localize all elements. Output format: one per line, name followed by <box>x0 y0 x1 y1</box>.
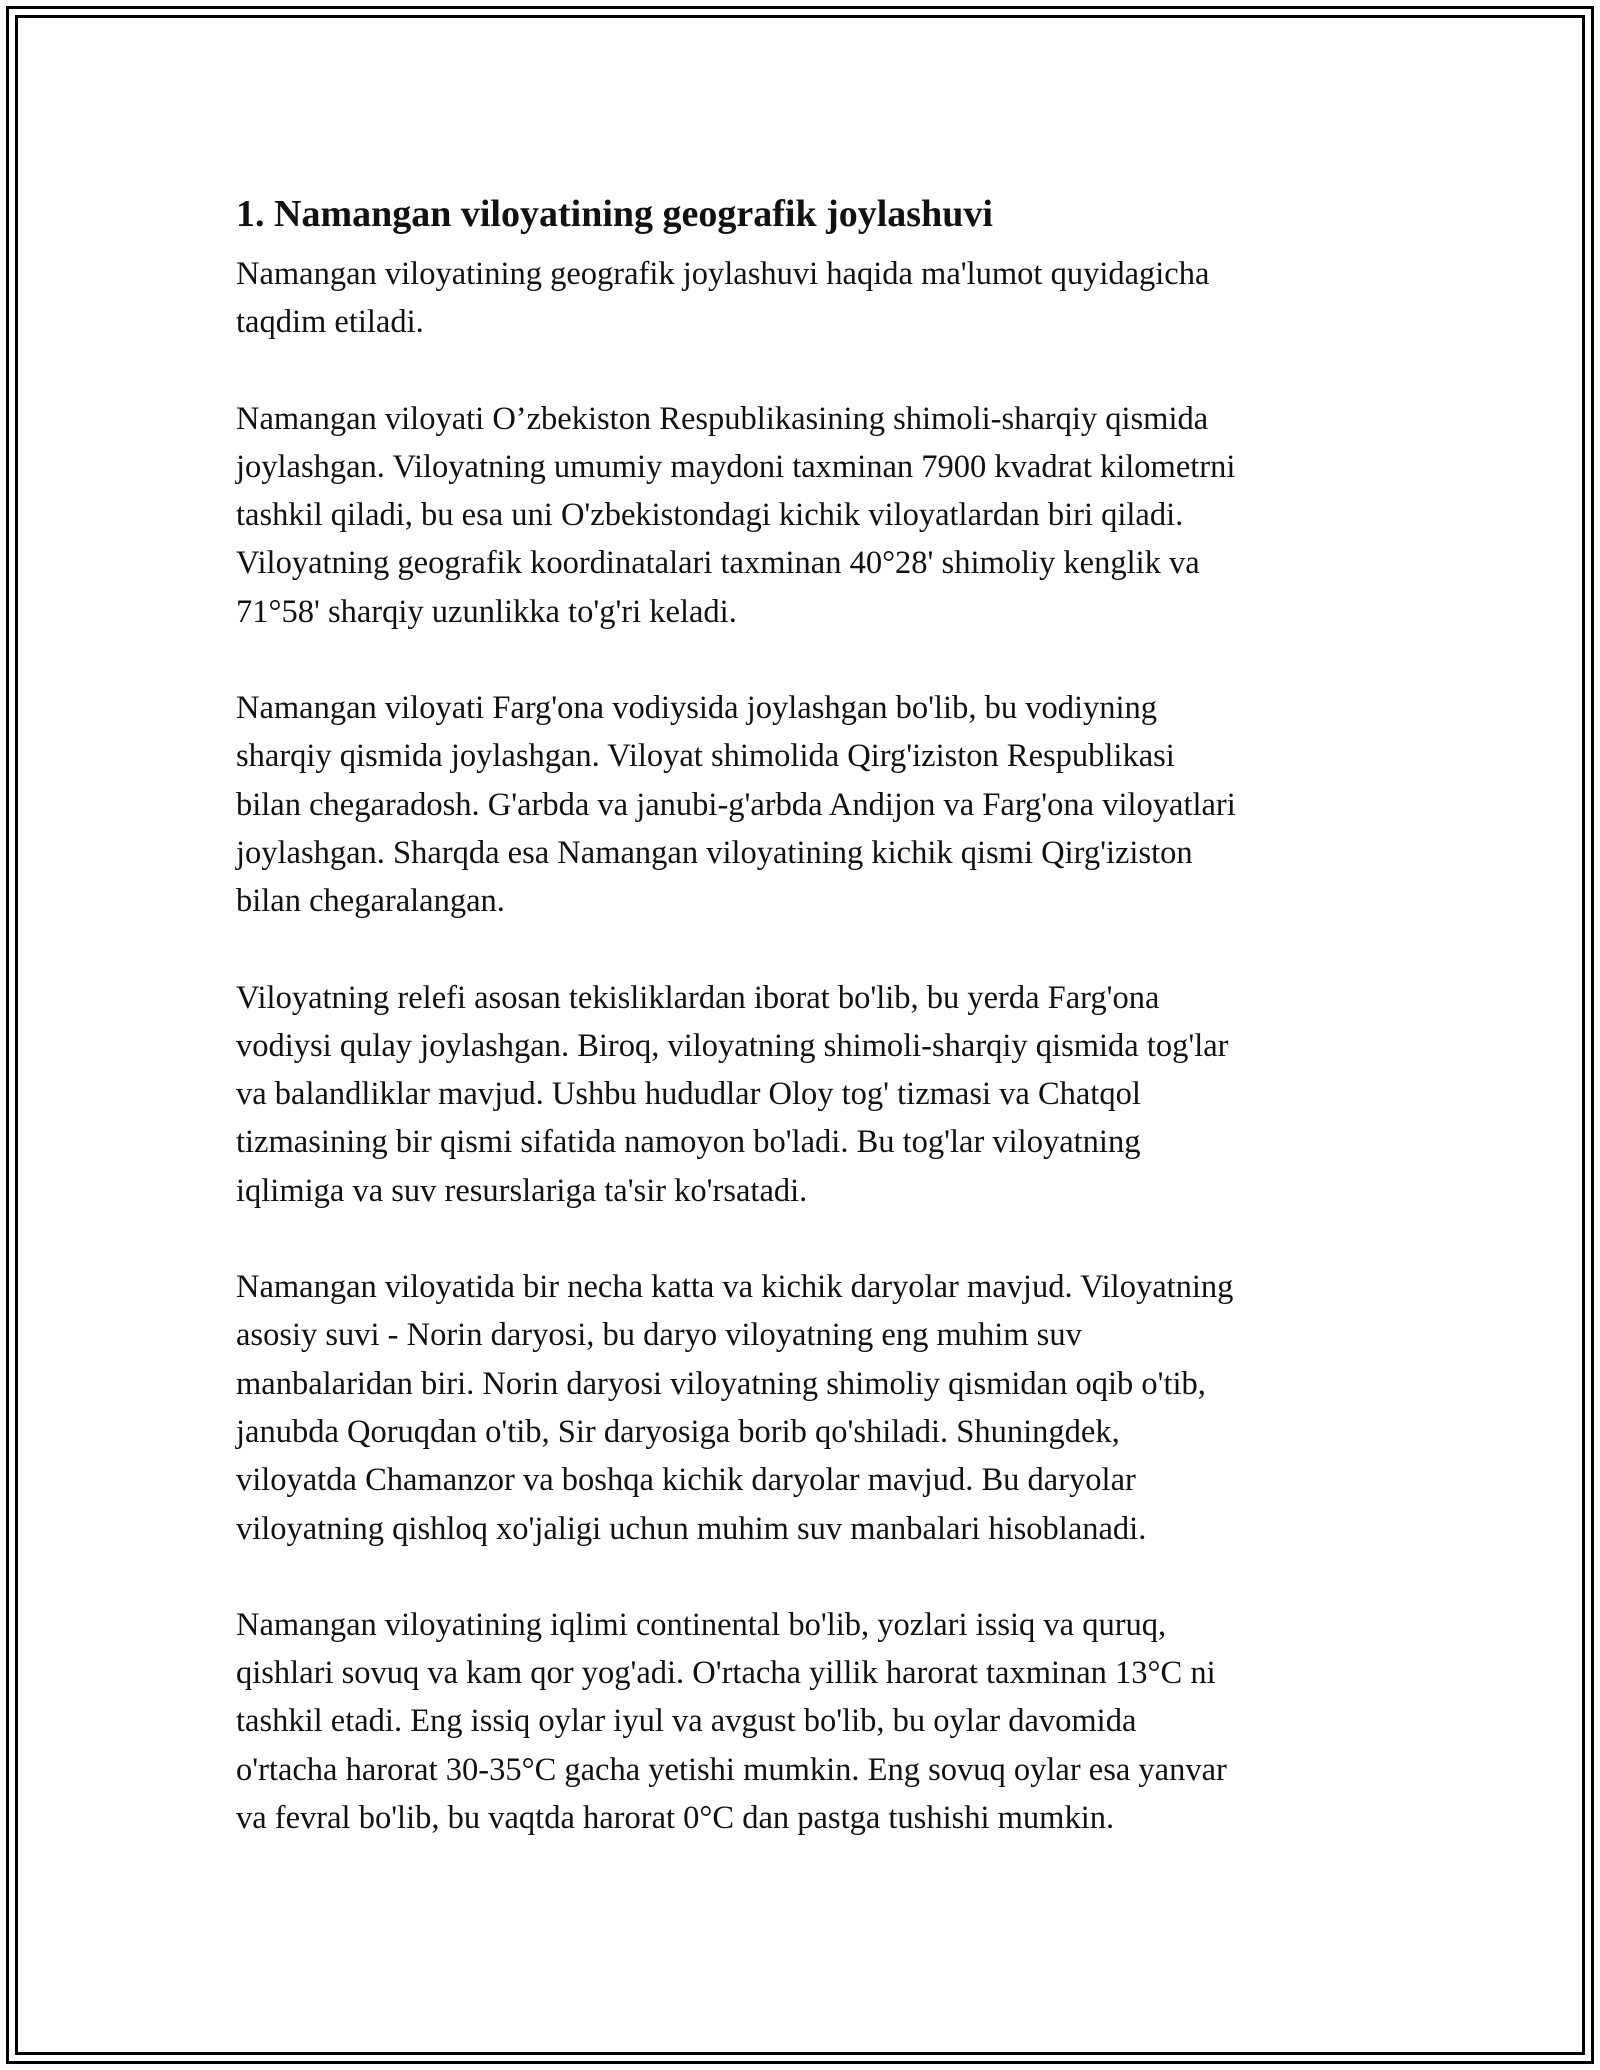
text-line: asosiy suvi - Norin daryosi, bu daryo viloyatning eng muhim suv <box>236 1317 1082 1354</box>
text-line: Namangan viloyatining iqlimi continental bo'lib, yozlari issiq va quruq, <box>236 1606 1167 1643</box>
text-line: tizmasining bir qismi sifatida namoyon bo'ladi. Bu tog'lar viloyatning <box>236 1124 1141 1161</box>
text-line: o'rtacha harorat 30-35°C gacha yetishi mumkin. Eng sovuq oylar esa yanvar <box>236 1751 1227 1788</box>
paragraph-list <box>236 250 1386 1842</box>
paragraph <box>236 250 1386 347</box>
text-line: janubda Qoruqdan o'tib, Sir daryosiga borib qo'shiladi. Shuningdek, <box>236 1413 1120 1450</box>
text-line: va fevral bo'lib, bu vaqtda harorat 0°C dan pastga tushishi mumkin. <box>236 1800 1115 1837</box>
text-line: bilan chegaradosh. G'arbda va janubi-g'arbda Andijon va Farg'ona viloyatlari <box>236 786 1236 823</box>
text-line: va balandliklar mavjud. Ushbu hududlar Oloy tog' tizmasi va Chatqol <box>236 1076 1141 1113</box>
text-line: Namangan viloyatining geografik joylashuvi haqida ma'lumot quyidagicha <box>236 256 1210 292</box>
text-line: Namangan viloyatida bir necha katta va kichik daryolar mavjud. Viloyatning <box>236 1269 1234 1306</box>
paragraph <box>236 1601 1386 1842</box>
text-line: taqdim etiladi. <box>236 304 424 341</box>
text-line: tashkil qiladi, bu esa uni O'zbekistondagi kichik viloyatlardan biri qiladi. <box>236 497 1184 534</box>
text-line: viloyatning qishloq xo'jaligi uchun muhim suv manbalari hisoblanadi. <box>236 1510 1147 1547</box>
text-line: Namangan viloyati O’zbekiston Respublikasining shimoli-sharqiy qismida <box>236 400 1209 437</box>
paragraph <box>236 1263 1386 1553</box>
text-line: Viloyatning geografik koordinatalari taxminan 40°28' shimoliy kenglik va <box>236 545 1200 582</box>
section-heading: 1. Namangan viloyatining geografik joylashuvi <box>236 193 993 235</box>
text-line: Namangan viloyati Farg'ona vodiysida joylashgan bo'lib, bu vodiyning <box>236 690 1157 727</box>
text-line: viloyatda Chamanzor va boshqa kichik daryolar mavjud. Bu daryolar <box>236 1462 1136 1499</box>
text-line: tashkil etadi. Eng issiq oylar iyul va avgust bo'lib, bu oylar davomida <box>236 1703 1137 1740</box>
paragraph <box>236 684 1386 925</box>
text-line: iqlimiga va suv resurslariga ta'sir ko'rsatadi. <box>236 1172 808 1209</box>
text-line: 71°58' sharqiy uzunlikka to'g'ri keladi. <box>236 593 737 630</box>
text-line: joylashgan. Sharqda esa Namangan viloyatining kichik qismi Qirg'iziston <box>236 834 1193 871</box>
text-line: qishlari sovuq va kam qor yog'adi. O'rtacha yillik harorat taxminan 13°C ni <box>236 1655 1216 1692</box>
paragraph <box>236 974 1386 1215</box>
text-line: joylashgan. Viloyatning umumiy maydoni taxminan 7900 kvadrat kilometrni <box>236 448 1236 485</box>
text-line: Viloyatning relefi asosan tekisliklardan iborat bo'lib, bu yerda Farg'ona <box>236 979 1160 1016</box>
text-line: vodiysi qulay joylashgan. Biroq, viloyatning shimoli-sharqiy qismida tog'lar <box>236 1027 1229 1064</box>
text-line: manbalaridan biri. Norin daryosi viloyatning shimoliy qismidan oqib o'tib, <box>236 1365 1206 1402</box>
document-body <box>236 186 1386 1890</box>
paragraph <box>236 395 1386 636</box>
text-line: bilan chegaralangan. <box>236 883 505 920</box>
text-line: sharqiy qismida joylashgan. Viloyat shimolida Qirg'iziston Respublikasi <box>236 738 1175 775</box>
